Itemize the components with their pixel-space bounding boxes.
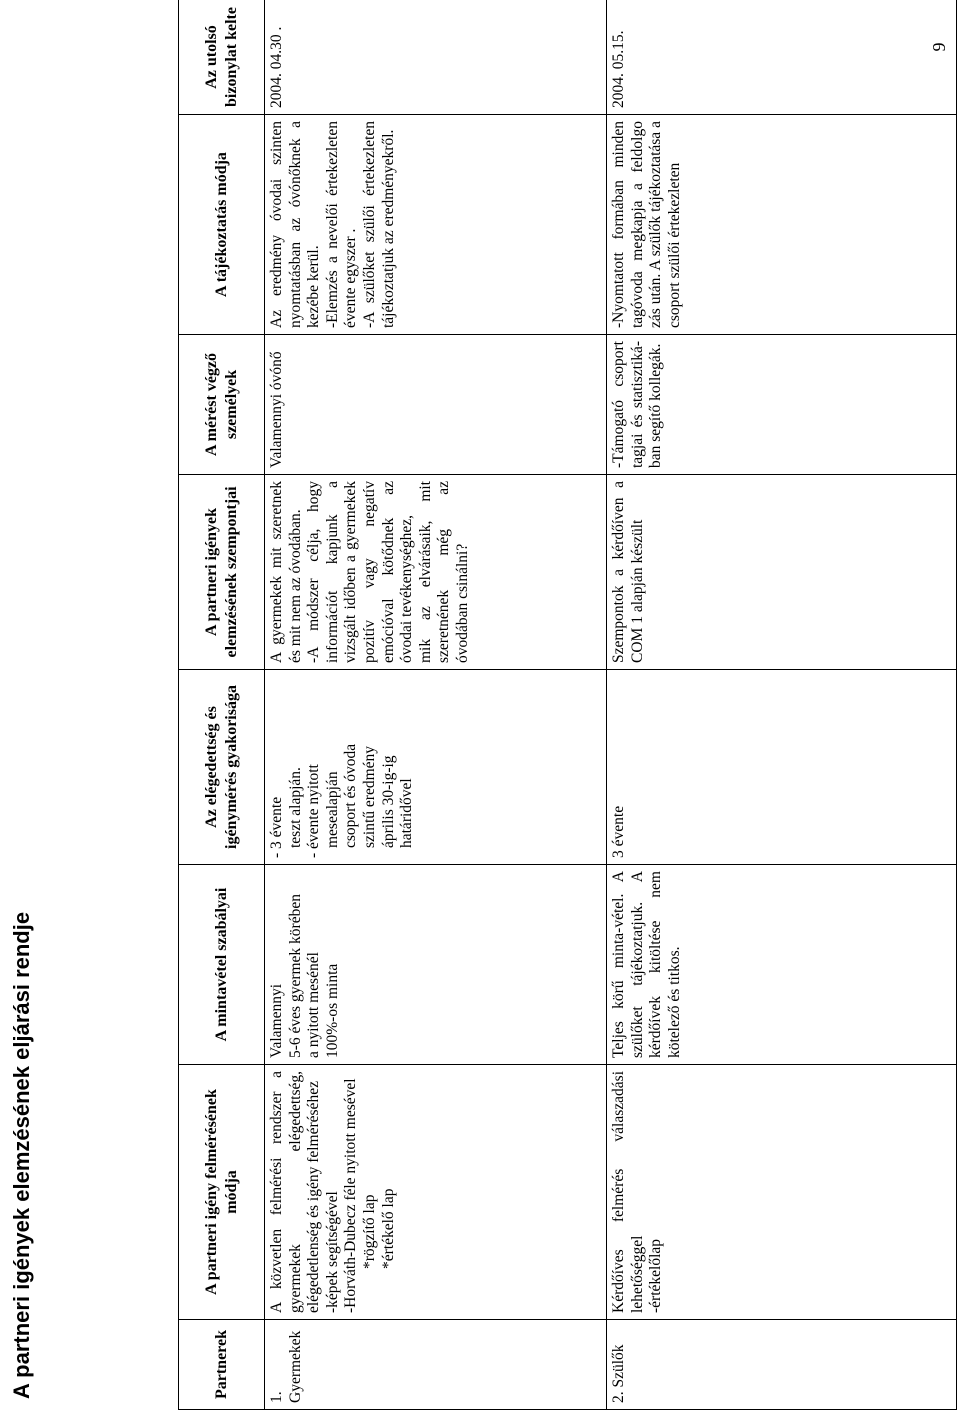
- cell-partner: 2. Szülők: [607, 1320, 957, 1410]
- cell-info: -Nyomtatott formában minden tagóvoda megkapja a feldolgo zás után. A szülők tájékoztatása a csoport szülői értekezleten: [607, 115, 957, 335]
- table-row: [607, 0, 957, 1410]
- text-line: *rögzítő lap: [360, 1194, 378, 1269]
- cell-persons: -Támogató csoport tagjai és statisztiká-ban segítő kollegák.: [607, 335, 957, 475]
- text-line: -A szülőket szülői értekezleten tájékoztatjuk az eredményekről.: [360, 121, 397, 328]
- text-line: -képek segítségével: [323, 1191, 341, 1313]
- cell-persons: Valamennyi óvónő: [265, 335, 607, 475]
- page-number: 9: [929, 42, 949, 52]
- text-line: április 30-ig-ig: [379, 755, 397, 848]
- header-criteria: A partneri igények elemzésének szempontjai: [179, 475, 265, 670]
- table-container: [178, 0, 956, 1410]
- text-line: Az eredmény óvodai szinten nyomtatásban az óvónőknek a kezébe kerül.: [268, 121, 323, 328]
- header-partners: Partnerek: [179, 1320, 265, 1410]
- text-line: A közvetlen felmérési rendszer a gyermekek elégedettség, elégedetlenség és igény felméréséhez: [268, 1071, 323, 1313]
- text-line: -A módszer célja, hogy információt kapjunk a vizsgált időben a gyermekek pozitív vagy negatív emócióval kötődnek az óvodai tevékenységhez,: [305, 481, 416, 663]
- table-row: [265, 0, 607, 1410]
- partner-needs-table: [178, 0, 957, 1410]
- header-frequency: Az elégedettség és igénymérés gyakorisága: [179, 670, 265, 865]
- cell-method: [265, 1065, 607, 1320]
- table-header-row: [179, 0, 265, 1410]
- text-line: mik az elvárásaik, mit szeretnének még az óvodában csinálni?: [416, 481, 471, 663]
- cell-sampling: [265, 865, 607, 1065]
- text-line: csoport és óvoda: [342, 743, 360, 848]
- cell-frequency: 3 évente: [607, 670, 957, 865]
- cell-date: 2004. 05.15.: [607, 0, 957, 115]
- text-line: szintű eredmény: [360, 745, 378, 848]
- text-line: határidővel: [398, 778, 416, 848]
- cell-frequency: [265, 670, 607, 865]
- header-persons: A mérést végző személyek: [179, 335, 265, 475]
- cell-method: [607, 1065, 957, 1320]
- text-line: 5-6 éves gyermek körében: [286, 894, 304, 1058]
- text-line: - 3 évente: [268, 796, 285, 858]
- cell-criteria: Szempontok a kérdőíven a COM 1 alapján készült: [607, 475, 957, 670]
- header-date: Az utolsó bizonylat kelte: [179, 0, 265, 115]
- header-info: A tájékoztatás módja: [179, 115, 265, 335]
- text-line: -Horváth-Dubecz féle nyitott mesével: [342, 1078, 360, 1313]
- text-line: Valamennyi: [268, 983, 285, 1058]
- header-sampling: A mintavétel szabályai: [179, 865, 265, 1065]
- cell-info: [265, 115, 607, 335]
- text-line: Kérdőíves felmérés válaszadási lehetőséggel: [610, 1071, 646, 1313]
- cell-date: 2004. 04.30 .: [265, 0, 607, 115]
- text-line: mesealapján: [323, 771, 341, 848]
- header-method: A partneri igény felmérésének módja: [179, 1065, 265, 1320]
- text-line: A gyermekek mit szeretnek és mit nem az óvodában.: [268, 481, 304, 663]
- text-line: teszt alapján.: [286, 767, 304, 848]
- text-line: *értékelő lap: [379, 1188, 397, 1269]
- text-line: - évente nyitott: [305, 764, 323, 858]
- text-line: 100%-os minta: [323, 963, 341, 1058]
- text-line: a nyitott mesénél: [305, 952, 323, 1058]
- cell-partner: 1. Gyermekek: [265, 1320, 607, 1410]
- text-line: -értékelőlap: [647, 1238, 665, 1313]
- cell-criteria: [265, 475, 607, 670]
- text-line: -Elemzés a nevelői értekezleten évente egyszer .: [323, 121, 360, 328]
- page-title: A partneri igények elemzésének eljárási rendje: [9, 911, 34, 1399]
- cell-sampling: Teljes körű minta-vétel. A szülőket tájékoztatjuk. A kérdőívek kitöltése nem kötelező és titkos.: [607, 865, 957, 1065]
